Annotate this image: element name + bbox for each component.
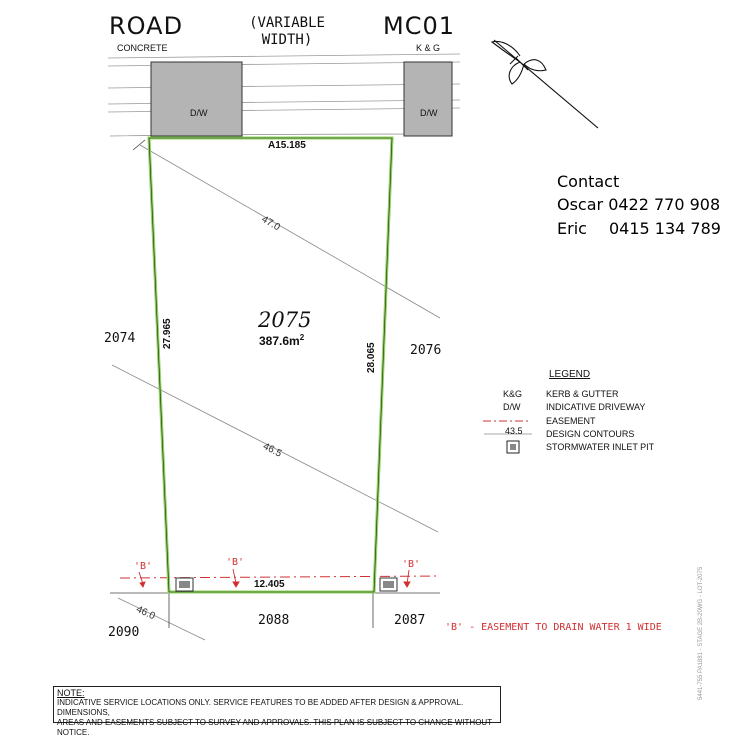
neighbour-lot-bottom-left: 2090: [108, 625, 140, 640]
contour-label-upper: 47.0: [259, 214, 282, 234]
legend-label-easement: EASEMENT: [546, 416, 596, 426]
stormwater-pit-icon: [176, 578, 397, 591]
neighbour-lot-right: 2076: [410, 343, 442, 358]
lot-number: 2075: [258, 308, 312, 332]
driveway-left: [151, 62, 242, 136]
lot-boundary-inner: [149, 138, 392, 592]
lot-left-dimension: 27.965: [162, 318, 173, 349]
road-width-line2: WIDTH): [261, 32, 313, 48]
lot-right-dimension: 28.065: [366, 342, 377, 373]
legend-label-dw: INDICATIVE DRIVEWAY: [546, 402, 646, 412]
legend-title: LEGEND: [549, 369, 591, 380]
driveway-left-label: D/W: [190, 108, 208, 118]
lot-area-value: 387.6m: [259, 334, 300, 348]
lot-area: [259, 333, 304, 348]
easement-marker-mid: 'B': [226, 557, 245, 568]
driveway-right-label: D/W: [420, 108, 438, 118]
disclaimer-note: [53, 686, 501, 737]
contact-oscar: Oscar 0422 770 908: [557, 195, 721, 214]
legend-label-pit: STORMWATER INLET PIT: [546, 442, 655, 452]
drawing-reference: 5441-755 PA1881 - STAGE 2B-20WG - LOT-2075: [698, 566, 704, 700]
contact-eric-name: Eric: [557, 219, 587, 238]
contact-heading: Contact: [557, 172, 620, 191]
lot-boundary: [149, 138, 392, 592]
neighbour-lot-bottom-mid: 2088: [258, 613, 290, 628]
note-line1: INDICATIVE SERVICE LOCATIONS ONLY. SERVICE FEATURES TO BE ADDED AFTER DESIGN & APPROVAL. DIMENSIONS,: [57, 698, 464, 717]
easement-marker-left: 'B': [134, 561, 153, 572]
north-arrow-icon: [492, 40, 598, 128]
legend-symbol-contour: 43.5: [505, 426, 523, 436]
concrete-label: CONCRETE: [117, 43, 168, 53]
contour-label-bottom: 46.0: [134, 604, 157, 623]
driveway-right: [404, 62, 452, 136]
road-width-line1: (VARIABLE: [249, 15, 325, 31]
note-line2: AREAS AND EASEMENTS SUBJECT TO SURVEY AND APPROVALS. THIS PLAN IS SUBJECT TO CHANGE WITHOUT NOTICE.: [57, 718, 492, 737]
legend-symbol-dw: D/W: [503, 402, 521, 412]
contact-eric-phone: 0415 134 789: [609, 219, 721, 238]
neighbour-lot-bottom-right: 2087: [394, 613, 426, 628]
road-name-left: ROAD: [109, 12, 184, 40]
road-name-right: MC01: [383, 12, 456, 40]
legend-symbol-kg: K&G: [503, 389, 523, 399]
legend-label-kg: KERB & GUTTER: [546, 389, 619, 399]
legend-label-contour: DESIGN CONTOURS: [546, 429, 635, 439]
easement-note: 'B' - EASEMENT TO DRAIN WATER 1 WIDE: [445, 622, 662, 633]
note-heading: NOTE:: [57, 688, 85, 698]
lot-area-unit-sup: 2: [299, 333, 305, 342]
lot-frontage-dimension: A15.185: [268, 140, 306, 151]
kerb-gutter-label: K & G: [416, 43, 441, 53]
easement-marker-right: 'B': [402, 559, 421, 570]
lot-rear-dimension: 12.405: [254, 579, 285, 590]
neighbour-lot-left: 2074: [104, 331, 136, 346]
road-width-label: [237, 15, 337, 49]
contour-label-lower: 46.5: [261, 441, 284, 460]
